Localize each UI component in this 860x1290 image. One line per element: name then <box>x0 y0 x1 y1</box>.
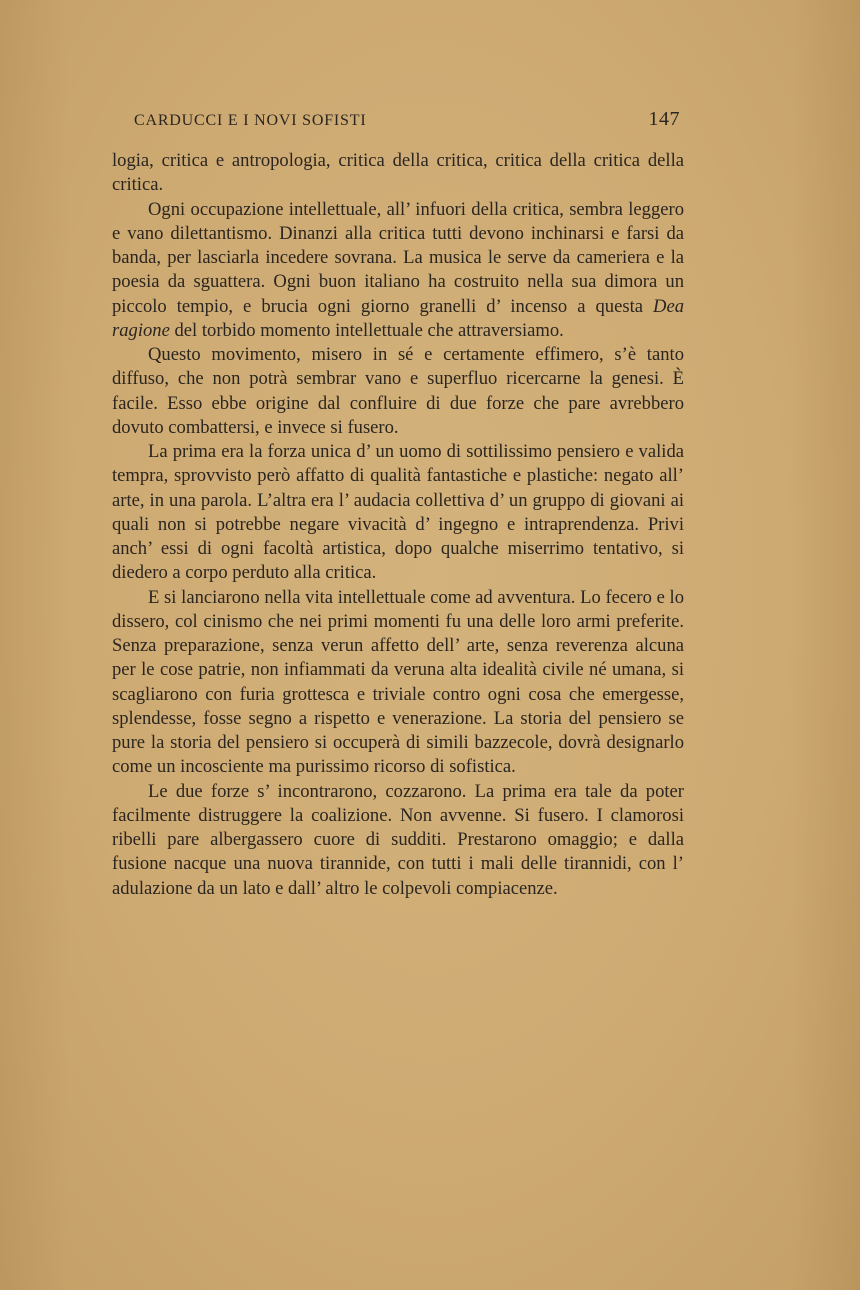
paragraph-2-italic: Dea ragione <box>112 295 685 341</box>
paragraph-1-text: logia, critica e antropologia, critica della critica, critica della critica della critica. <box>112 150 684 196</box>
body-text <box>112 149 684 901</box>
paragraph-1 <box>112 149 684 198</box>
paragraph-5-text: E si lanciarono nella vita intellettuale come ad avventura. Lo fecero e lo dissero, col cinismo che nei primi momenti fu una delle loro armi preferite. Senza preparazione, senza verun affetto dell’ arte, senza reverenza alcuna per le cose patrie, non infiammati da veruna alta idealità civile né umana, si scagliarono con furia grottesca e triviale contro ogni cosa che emergesse, splendesse, fosse segno a rispetto e venerazione. La storia del pensiero se pure la storia del pensiero si occuperà di simili bazzecole, dovrà designarlo come un incosciente ma purissimo ricorso di sofistica. <box>112 586 684 778</box>
paragraph-2-tail: del torbido momento intellettuale che attraversiamo. <box>174 319 564 341</box>
paragraph-6 <box>112 780 684 901</box>
chapter-title: CARDUCCI E I NOVI SOFISTI <box>134 112 367 129</box>
paragraph-2 <box>112 198 684 344</box>
paragraph-5 <box>112 586 684 780</box>
paragraph-2-text: Ogni occupazione intellettuale, all’ infuori della critica, sembra leggero e vano dilettantismo. Dinanzi alla critica tutti devono inchinarsi e farsi da banda, per lasciarla incedere sovrana. La musica le serve da cameriera e la poesia da sguattera. Ogni buon italiano ha costruito nella sua dimora un piccolo tempio, e brucia ogni giorno granelli d’ incenso a questa <box>112 198 684 317</box>
paragraph-3-text: Questo movimento, misero in sé e certamente effimero, s’è tanto diffuso, che non potrà sembrar vano e superfluo ricercarne la genesi. È facile. Esso ebbe origine dal confluire di due forze che pare avrebbero dovuto combattersi, e invece si fusero. <box>112 344 684 438</box>
paragraph-4 <box>112 440 684 586</box>
paragraph-3 <box>112 343 684 440</box>
paragraph-6-text: Le due forze s’ incontrarono, cozzarono. La prima era tale da poter facilmente distruggere la coalizione. Non avvenne. Si fusero. I clamorosi ribelli pare albergassero cuore di sudditi. Prestarono omaggio; e dalla fusione nacque una nuova tirannide, con tutti i mali delle tirannidi, con l’ adulazione da un lato e dall’ altro le colpevoli compiacenze. <box>112 780 684 899</box>
paragraph-4-text: La prima era la forza unica d’ un uomo di sottilissimo pensiero e valida tempra, sprovvisto però affatto di qualità fantastiche e plastiche: negato all’ arte, in una parola. L’altra era l’ audacia collettiva d’ un gruppo di giovani ai quali non si potrebbe negare vivacità d’ ingegno e intraprendenza. Privi anch’ essi di ogni facoltà artistica, dopo qualche miserrimo tentativo, si diedero a corpo perduto alla critica. <box>112 441 684 584</box>
running-head <box>134 108 680 136</box>
page-number: 147 <box>648 108 680 130</box>
